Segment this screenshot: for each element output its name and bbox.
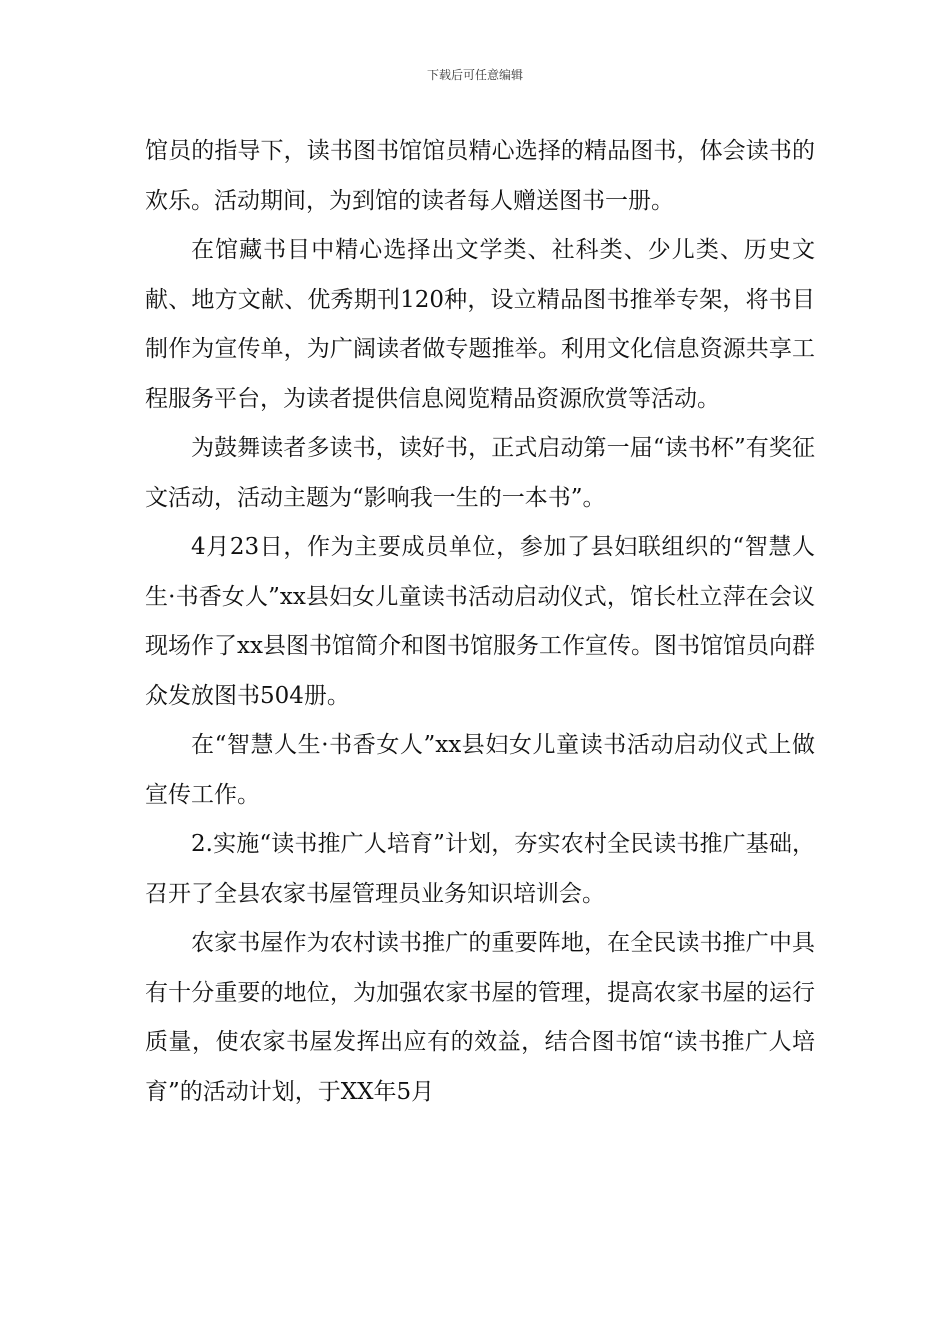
paragraph: 为鼓舞读者多读书，读好书，正式启动第一届“读书杯”有奖征文活动，活动主题为“影响我一生的一本书”。 [145,435,815,511]
page-header-note: 下载后可任意编辑 [426,68,523,82]
paragraph: 2.实施“读书推广人培育”计划，夯实农村全民读书推广基础，召开了全县农家书屋管理员业务知识培训会。 [145,831,815,907]
paragraph: 馆员的指导下，读书图书馆馆员精心选择的精品图书，体会读书的欢乐。活动期间，为到馆的读者每人赠送图书一册。 [145,138,815,214]
paragraph: 4月23日，作为主要成员单位，参加了县妇联组织的“智慧人生·书香女人”xx县妇女儿童读书活动启动仪式，馆长杜立萍在会议现场作了xx县图书馆简介和图书馆服务工作宣传。图书馆馆员向群众发放图书504册。 [145,534,815,709]
paragraph: 农家书屋作为农村读书推广的重要阵地，在全民读书推广中具有十分重要的地位，为加强农家书屋的管理，提高农家书屋的运行质量，使农家书屋发挥出应有的效益，结合图书馆“读书推广人培育”的活动计划，于XX年5月 [145,930,815,1105]
paragraph: 在“智慧人生·书香女人”xx县妇女儿童读书活动启动仪式上做宣传工作。 [145,732,815,808]
document-body [145,127,815,1117]
paragraph: 在馆藏书目中精心选择出文学类、社科类、少儿类、历史文献、地方文献、优秀期刊120种，设立精品图书推举专架，将书目制作为宣传单，为广阔读者做专题推举。利用文化信息资源共享工程服务平台，为读者提供信息阅览精品资源欣赏等活动。 [145,237,815,412]
